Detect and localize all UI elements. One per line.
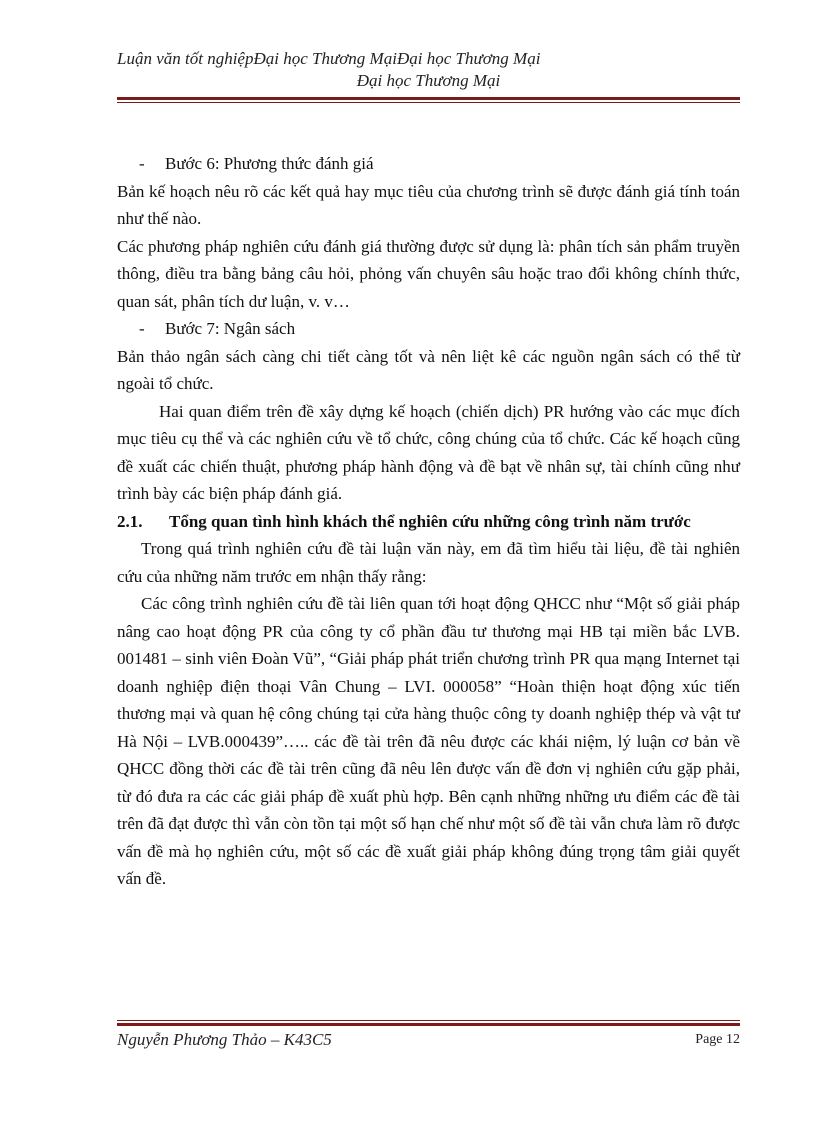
bullet-step-6 [117,150,740,178]
section-number: 2.1. [117,511,143,531]
paragraph-1: Bản kế hoạch nêu rõ các kết quả hay mục tiêu của chương trình sẽ được đánh giá tính toán như thế nào. [117,181,740,228]
bullet-step-6-label: Bước 6: Phương thức đánh giá [165,154,374,173]
page-header [117,48,740,92]
bullet-step-7-label: Bước 7: Ngân sách [165,319,296,338]
paragraph-4: Hai quan điểm trên đề xây dựng kế hoạch (chiến dịch) PR hướng vào các mục đích mục tiêu cụ thể và các nghiên cứu về tổ chức, công chúng của tổ chức. Các kế hoạch cũng đề xuất các chiến thuật, phương pháp hành động và đề bạt về nhân sự, tài chính cũng như trình bày các biện pháp đánh giá. [117,401,740,503]
bullet-step-7 [117,315,740,343]
page-number: Page 12 [695,1032,740,1047]
header-rule-thick [117,97,740,100]
document-body [117,150,740,893]
section-heading [117,508,740,536]
paragraph-6: Các công trình nghiên cứu đề tài liên quan tới hoạt động QHCC như “Một số giải pháp nâng cao hoạt động PR của công ty cổ phần đầu tư thương mại HB tại miền bắc LVB. 001481 – sinh viên Đoàn Vũ”, “Giải pháp phát triển chương trình PR qua mạng Internet tại doanh nghiệp điện thoại Vân Chung – LVI. 000058” “Hoàn thiện hoạt động xúc tiến thương mại và quan hệ công chúng tại cửa hàng thuộc công ty doanh nghiệp thép và vật tư Hà Nội – LVB.000439”….. các đề tài trên đã nêu được các khái niệm, lý luận cơ bản về QHCC đồng thời các đề tài trên cũng đã nêu lên được vấn đề đơn vị nghiên cứu gặp phải, từ đó đưa ra các các giải pháp đề xuất phù hợp. Bên cạnh những những ưu điểm các đề tài trên đã đạt được thì vẫn còn tồn tại một số hạn chế như một số đề tài vẫn chưa làm rõ được vấn đề mà họ nghiên cứu, một số các đề xuất giải pháp không đúng trọng tâm giải quyết vấn đề. [117,594,740,888]
footer-rule-thick [117,1023,740,1026]
header-rule-thin [117,102,740,103]
footer-rule-thin [117,1020,740,1021]
section-title: Tổng quan tình hình khách thể nghiên cứu những công trình năm trước [169,511,691,531]
footer-author: Nguyễn Phương Thảo – K43C5 [117,1030,332,1049]
header-line-1: Luận văn tốt nghiệpĐại học Thương MạiĐại học Thương Mại [117,49,541,68]
bullet-dash: - [139,154,145,173]
paragraph-3: Bản thảo ngân sách càng chi tiết càng tốt và nên liệt kê các nguồn ngân sách có thể từ ngoài tổ chức. [117,346,740,393]
bullet-dash: - [139,319,145,338]
header-line-2: Đại học Thương Mại [356,71,501,90]
paragraph-5: Trong quá trình nghiên cứu đề tài luận văn này, em đã tìm hiểu tài liệu, đề tài nghiên cứu của những năm trước em nhận thấy rằng: [117,539,740,586]
paragraph-2: Các phương pháp nghiên cứu đánh giá thường được sử dụng là: phân tích sản phẩm truyền thông, điều tra bằng bảng câu hỏi, phỏng vấn chuyên sâu hoặc trao đổi không chính thức, quan sát, phân tích dư luận, v. v… [117,236,740,311]
